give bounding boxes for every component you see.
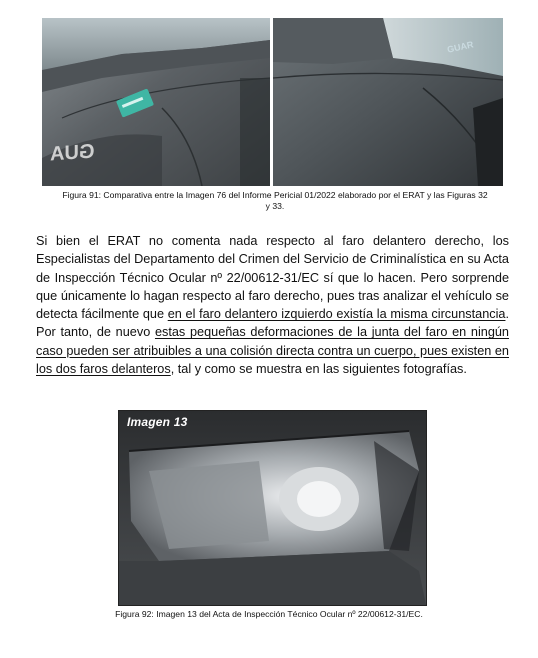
figure-91-caption: Figura 91: Comparativa entre la Imagen 76 del Informe Pericial 01/2022 elaborado por el ERAT y las Figuras 32 y 33. (62, 190, 488, 211)
paragraph-text-3: , tal y como se muestra en las siguientes fotografías. (170, 362, 467, 377)
paragraph-text-2: . Por tanto, de nuevo (36, 307, 509, 340)
car-lettering-right: GUAR (446, 39, 475, 55)
figure-92-caption: Figura 92: Imagen 13 del Acta de Inspección Técnico Ocular nº 22/00612-31/EC. (115, 609, 423, 619)
body-paragraph (36, 232, 509, 378)
paragraph-underline-1: en el faro delantero izquierdo existía la misma circunstancia (167, 307, 506, 322)
figure-91-photo-right (273, 18, 503, 186)
figure-92-photo-label: Imagen 13 (127, 415, 188, 429)
paragraph-text-1: Si bien el ERAT no comenta nada respecto al faro delantero derecho, los Especialistas del Departamento del Crimen del Servicio de Criminalística en su Acta de Inspección Técnico Ocular nº 22/00612-31/EC sí que lo hacen. Pero sorprende que únicamente lo hagan respecto al faro derecho, pues tras analizar el vehículo se detecta fácilmente que (36, 234, 509, 322)
paragraph-underline-2: estas pequeñas deformaciones de la junta del faro en ningún caso pueden ser atribuibles a una colisión directa contra un cuerpo, pues existen en los dos faros delanteros (36, 325, 509, 377)
figure-92-photo (118, 410, 427, 606)
car-lettering-left: GUA (50, 140, 95, 166)
figure-91-photo-left (42, 18, 270, 186)
